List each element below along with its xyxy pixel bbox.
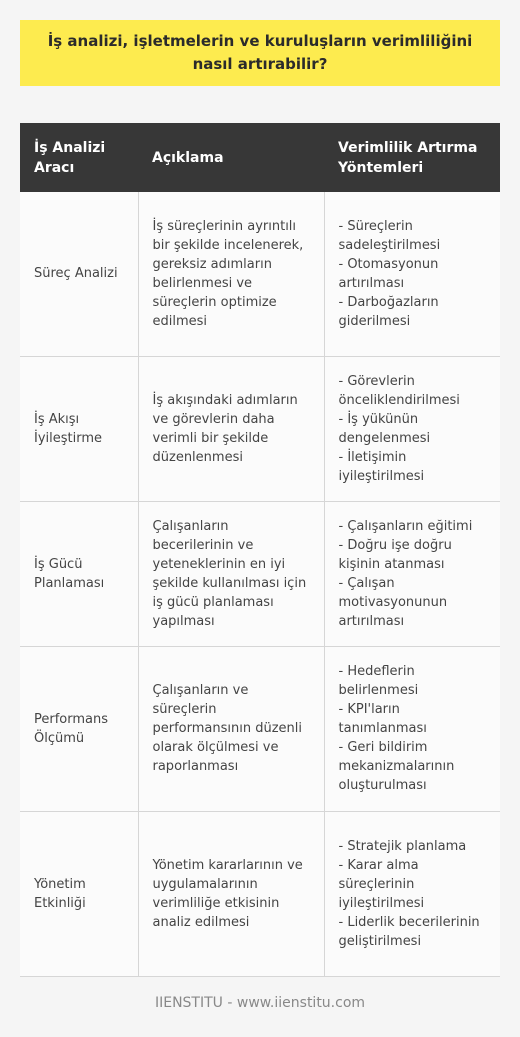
method-item: - Stratejik planlama — [338, 838, 467, 854]
method-item: - Otomasyonun artırılması — [338, 256, 439, 291]
cell-description: Çalışanların ve süreçlerin performansının düzenli olarak ölçülmesi ve raporlanması — [138, 646, 324, 811]
cell-tool: Yönetim Etkinliği — [20, 811, 138, 976]
analysis-table-container — [20, 123, 500, 977]
cell-methods — [324, 646, 500, 811]
title-banner — [20, 20, 500, 86]
cell-tool: Performans Ölçümü — [20, 646, 138, 811]
method-item: - Görevlerin önceliklendirilmesi — [338, 373, 460, 408]
method-item: - Karar alma süreçlerinin iyileştirilmesi — [338, 857, 425, 911]
table-row — [20, 646, 500, 811]
table-row — [20, 192, 500, 356]
table-row — [20, 501, 500, 646]
cell-description: Yönetim kararlarının ve uygulamalarının verimliliğe etkisinin analiz edilmesi — [138, 811, 324, 976]
cell-description: İş süreçlerinin ayrıntılı bir şekilde incelenerek, gereksiz adımların belirlenmesi ve süreçlerin optimize edilmesi — [138, 192, 324, 356]
method-item: - Darboğazların giderilmesi — [338, 294, 439, 329]
method-item: - Geri bildirim mekanizmalarının oluşturulması — [338, 740, 455, 793]
cell-tool: İş Gücü Planlaması — [20, 501, 138, 646]
method-item: - Liderlik becerilerinin geliştirilmesi — [338, 914, 480, 949]
method-item: - İş yükünün dengelenmesi — [338, 411, 431, 446]
table-row — [20, 811, 500, 976]
method-item: - Çalışan motivasyonunun artırılması — [338, 575, 448, 629]
footer-credit: IIENSTITU - www.iienstitu.com — [154, 995, 366, 1011]
table-row — [20, 356, 500, 501]
method-item: - Çalışanların eğitimi — [338, 518, 473, 534]
cell-description: İş akışındaki adımların ve görevlerin daha verimli bir şekilde düzenlenmesi — [138, 356, 324, 501]
header-methods: Verimlilik Artırma Yöntemleri — [324, 123, 500, 192]
analysis-table — [20, 123, 500, 977]
page-title: İş analizi, işletmelerin ve kuruluşların verimliliğini nasıl artırabilir? — [47, 32, 473, 73]
cell-methods — [324, 192, 500, 356]
cell-tool: İş Akışı İyileştirme — [20, 356, 138, 501]
method-item: - KPI'ların tanımlanması — [338, 702, 427, 736]
method-item: - Doğru işe doğru kişinin atanması — [338, 537, 452, 572]
cell-methods — [324, 501, 500, 646]
header-description: Açıklama — [138, 123, 324, 192]
header-tool: İş Analizi Aracı — [20, 123, 138, 192]
cell-methods — [324, 356, 500, 501]
table-header-row — [20, 123, 500, 192]
cell-tool: Süreç Analizi — [20, 192, 138, 356]
method-item: - İletişimin iyileştirilmesi — [338, 449, 425, 484]
method-item: - Hedeflerin belirlenmesi — [338, 664, 419, 698]
cell-description: Çalışanların becerilerinin ve yeteneklerinin en iyi şekilde kullanılması için iş gücü planlaması yapılması — [138, 501, 324, 646]
method-item: - Süreçlerin sadeleştirilmesi — [338, 218, 441, 253]
cell-methods — [324, 811, 500, 976]
